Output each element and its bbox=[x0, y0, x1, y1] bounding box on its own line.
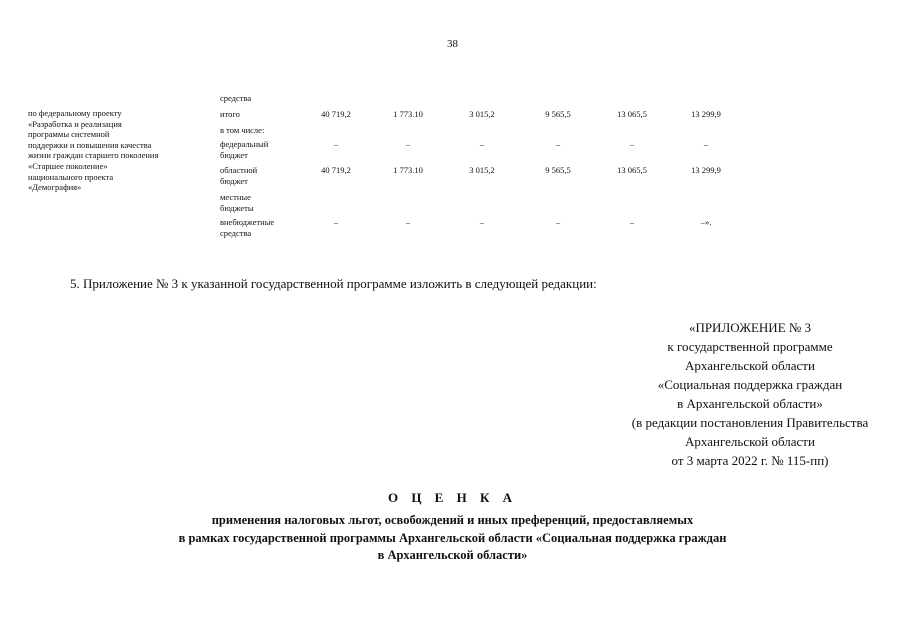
value-cell: 9 565,5 bbox=[545, 165, 571, 175]
assessment-title: О Ц Е Н К А bbox=[387, 490, 518, 505]
table-row bbox=[220, 165, 760, 191]
appendix-line: «ПРИЛОЖЕНИЕ № 3 bbox=[688, 320, 812, 335]
subtitle-line: в рамках государственной программы Архангельской области «Социальная поддержка граждан bbox=[178, 530, 727, 545]
subtitle-line: применения налоговых льгот, освобождений и иных преференций, предоставляемых bbox=[211, 513, 694, 527]
appendix-line: Архангельской области bbox=[685, 358, 815, 373]
value-cell: – bbox=[479, 217, 485, 227]
page-number: 38 bbox=[447, 38, 458, 50]
appendix-header bbox=[600, 318, 900, 470]
source-cell: итого bbox=[220, 109, 240, 119]
item-5-paragraph: 5. Приложение № 3 к указанной государственной программе изложить в следующей редакции: bbox=[70, 276, 597, 291]
value-cell: 13 299,9 bbox=[691, 165, 721, 175]
appendix-line: в Архангельской области» bbox=[677, 396, 823, 411]
assessment-subtitle bbox=[0, 512, 905, 565]
subtitle-line: в Архангельской области» bbox=[377, 548, 528, 562]
value-cell: 40 719,2 bbox=[321, 109, 351, 119]
value-cell: 3 015,2 bbox=[469, 165, 495, 175]
value-cell: – bbox=[405, 217, 411, 227]
value-cell: – bbox=[703, 139, 709, 149]
value-cell: – bbox=[333, 217, 339, 227]
project-name-cell: по федеральному проекту «Разработка и реализация программы системной поддержки и повышения качества жизни граждан старшего поколения «Старшее поколение» национального проекта «Демография» bbox=[28, 108, 159, 193]
value-cell: 13 299,9 bbox=[691, 109, 721, 119]
table-row bbox=[220, 139, 760, 165]
value-cell: 13 065,5 bbox=[617, 165, 647, 175]
value-cell: 3 015,2 bbox=[469, 109, 495, 119]
source-cell: средства bbox=[220, 93, 252, 103]
appendix-line: к государственной программе bbox=[667, 339, 833, 354]
value-cell: – bbox=[629, 217, 635, 227]
value-cell: 13 065,5 bbox=[617, 109, 647, 119]
appendix-line: (в редакции постановления Правительства bbox=[631, 415, 869, 430]
table-row bbox=[220, 192, 760, 218]
value-cell: – bbox=[555, 217, 561, 227]
source-cell: внебюджетные средства bbox=[220, 217, 275, 238]
appendix-line: Архангельской области bbox=[685, 434, 815, 449]
value-cell: 40 719,2 bbox=[321, 165, 351, 175]
source-cell: федеральный бюджет bbox=[220, 139, 269, 160]
source-cell: в том числе: bbox=[220, 125, 265, 135]
value-cell: – bbox=[405, 139, 411, 149]
appendix-line: «Социальная поддержка граждан bbox=[657, 377, 843, 392]
source-cell: областной бюджет bbox=[220, 165, 258, 186]
value-cell: – bbox=[555, 139, 561, 149]
source-cell: местные бюджеты bbox=[220, 192, 254, 213]
value-cell: – bbox=[479, 139, 485, 149]
value-cell: 1 773.10 bbox=[393, 165, 423, 175]
table-row bbox=[220, 217, 760, 243]
value-cell: 1 773.10 bbox=[393, 109, 423, 119]
value-cell: – bbox=[629, 139, 635, 149]
value-cell: –». bbox=[700, 217, 712, 227]
value-cell: – bbox=[333, 139, 339, 149]
value-cell: 9 565,5 bbox=[545, 109, 571, 119]
appendix-line: от 3 марта 2022 г. № 115-пп) bbox=[671, 453, 829, 468]
